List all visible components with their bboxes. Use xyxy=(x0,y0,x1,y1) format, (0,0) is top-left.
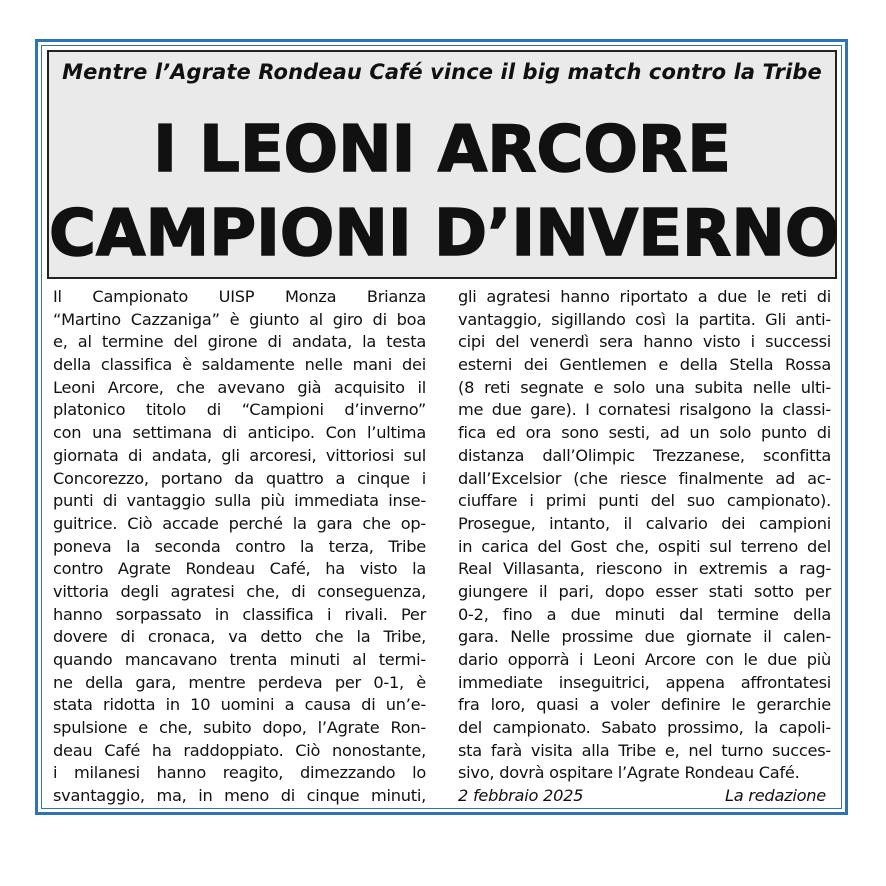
text-line: in carica del Gost che, ospiti sul terreno del xyxy=(458,536,831,556)
text-line: dovere di cronaca, va detto che la Tribe, xyxy=(53,627,426,647)
article-date: 2 febbraio 2025 xyxy=(458,786,584,806)
headline-line-1: I LEONI ARCORE xyxy=(153,113,731,187)
headline-line-2: CAMPIONI D’INVERNO xyxy=(49,197,840,271)
text-line: svantaggio, ma, in meno di cinque minuti, xyxy=(53,786,426,806)
text-line: sta farà visita alla Tribe e, nel turno succes- xyxy=(458,740,831,760)
text-line: fra loro, quasi a voler definire le gerarchie xyxy=(458,695,831,715)
signature-line xyxy=(458,785,831,808)
text-line: del campionato. Sabato prossimo, la capoli- xyxy=(458,718,831,738)
text-line: Prosegue, intanto, il calvario dei campioni xyxy=(458,513,831,533)
text-line: della classifica è saldamente nelle mani dei xyxy=(53,355,426,375)
text-line: platonico titolo di “Campioni d’inverno” xyxy=(53,400,426,420)
text-line: Leoni Arcore, che avevano già acquisito il xyxy=(53,377,426,397)
text-line: “Martino Cazzaniga” è giunto al giro di boa xyxy=(53,309,426,329)
kicker: Mentre l’Agrate Rondeau Café vince il big match contro la Tribe xyxy=(62,60,822,84)
text-line: Il Campionato UISP Monza Brianza xyxy=(53,287,426,306)
text-line: immediate inseguitrici, appena affrontatesi xyxy=(458,672,831,692)
text-line: punti di vantaggio sulla più immediata inse- xyxy=(53,491,426,511)
text-line: me due gare). I cornatesi risalgono la classi- xyxy=(458,400,831,420)
text-line: dall’Excelsior (che riesce finalmente ad ac- xyxy=(458,468,831,488)
text-line: esterni dei Gentlemen e della Stella Rossa xyxy=(458,355,831,375)
text-line: guitrice. Ciò accade perché la gara che op- xyxy=(53,513,426,533)
text-line: ne della gara, mentre perdeva per 0-1, è xyxy=(53,672,426,692)
text-line: (8 reti segnate e solo una subita nelle ulti- xyxy=(458,377,831,397)
headline-box xyxy=(47,50,840,279)
text-line: spulsione e che, subito dopo, l’Agrate Ron- xyxy=(53,718,426,738)
text-line: giungere il pari, dopo esser stati sotto per xyxy=(458,581,831,601)
text-line: quando mancavano trenta minuti al termi- xyxy=(53,650,426,669)
text-line: giornata di andata, gli arcoresi, vittoriosi sul xyxy=(53,445,426,465)
text-line: distanza dall’Olimpic Trezzanese, sconfitta xyxy=(458,445,831,465)
text-line: gli agratesi hanno riportato a due le reti di xyxy=(458,287,831,306)
text-line: deau Café ha raddoppiato. Ciò nonostante, xyxy=(53,740,426,760)
text-line: e, al termine del girone di andata, la testa xyxy=(53,332,426,352)
article-author: La redazione xyxy=(724,786,826,806)
text-line: gara. Nelle prossime due giornate il calen- xyxy=(458,627,831,647)
text-line: cipi del venerdì sera hanno visto i successi xyxy=(458,332,831,352)
text-line: fica ed ora sono sesti, ad un solo punto di xyxy=(458,423,831,443)
text-line: sivo, dovrà ospitare l’Agrate Rondeau Café. xyxy=(458,763,800,783)
text-line: vantaggio, sigillando così la partita. Gli anti- xyxy=(458,309,831,329)
article-column-right xyxy=(458,286,831,808)
article-column-left xyxy=(53,286,426,808)
text-line: 0-2, fino a due minuti dal termine della xyxy=(458,604,831,624)
text-line: con una settimana di anticipo. Con l’ultima xyxy=(53,423,426,443)
text-line: stata ridotta in 10 uomini a causa di un’e- xyxy=(53,695,426,715)
text-line: contro Agrate Rondeau Café, ha visto la xyxy=(53,559,426,579)
text-line: poneva la seconda contro la terza, Tribe xyxy=(53,536,426,556)
text-line: Real Villasanta, riescono in extremis a rag- xyxy=(458,559,831,579)
text-line: vittoria degli agratesi che, di conseguenza, xyxy=(53,581,426,601)
text-line: i milanesi hanno reagito, dimezzando lo xyxy=(53,763,426,783)
text-line: hanno sorpassato in classifica i rivali. Per xyxy=(53,604,426,624)
text-line: dario opporrà i Leoni Arcore con le due più xyxy=(458,650,831,669)
text-line: Concorezzo, portano da quattro a cinque i xyxy=(53,468,426,488)
text-line: ciuffare i primi punti del suo campionato). xyxy=(458,491,831,511)
